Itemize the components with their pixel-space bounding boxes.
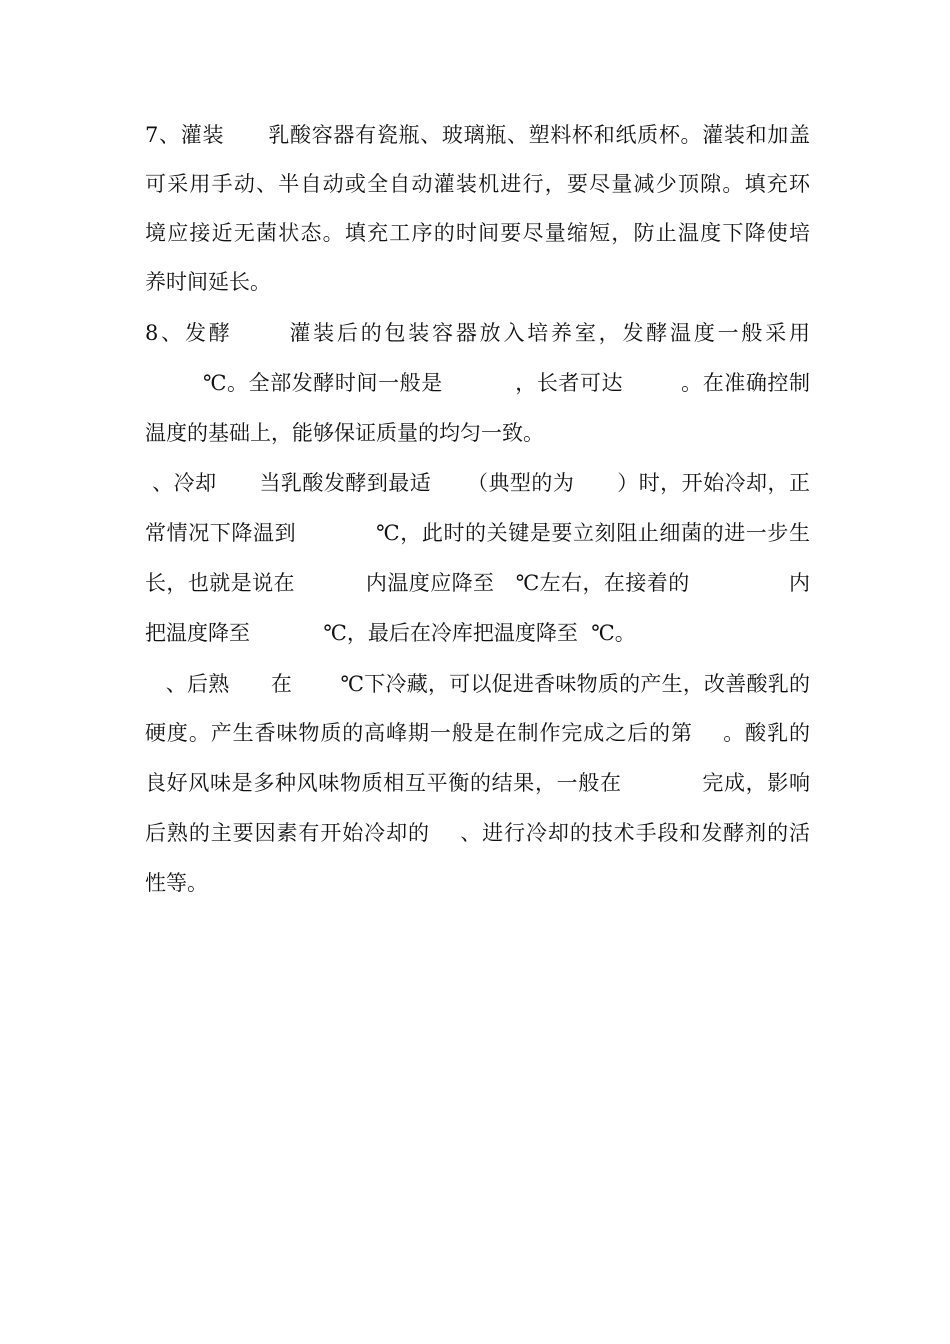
text-line-2: 可采用手动、半自动或全自动灌装机进行，要尽量减少顶隙。填充环: [145, 172, 810, 196]
text-line-4: 养时间延长。: [145, 270, 271, 294]
text-line-10: 长，也就是说在 内温度应降至 ℃左右，在接着的 内: [145, 571, 810, 595]
text-line-1: 7、灌装 乳酸容器有瓷瓶、玻璃瓶、塑料杯和纸质杯。灌装和加盖: [145, 123, 810, 147]
text-line-7: 温度的基础上，能够保证质量的均匀一致。: [145, 421, 544, 445]
text-line-12: 、后熟 在 ℃下冷藏，可以促进香味物质的产生，改善酸乳的: [145, 672, 810, 696]
text-line-9: 常情况下降温到 ℃，此时的关键是要立刻阻止细菌的进一步生: [145, 521, 810, 545]
text-line-16: 性等。: [145, 871, 208, 895]
text-line-3: 境应接近无菌状态。填充工序的时间要尽量缩短，防止温度下降使培: [145, 221, 810, 245]
text-line-5: 8、发酵 灌装后的包装容器放入培养室，发酵温度一般采用: [145, 321, 810, 345]
text-line-11: 把温度降至 ℃，最后在冷库把温度降至 ℃。: [145, 621, 636, 645]
text-line-8: 、冷却 当乳酸发酵到最适 （典型的为 ）时，开始冷却，正: [145, 471, 810, 495]
text-line-6: ℃。全部发酵时间一般是 ，长者可达 。在准确控制: [145, 371, 810, 395]
text-line-13: 硬度。产生香味物质的高峰期一般是在制作完成之后的第 。酸乳的: [145, 721, 810, 745]
text-line-15: 后熟的主要因素有开始冷却的 、进行冷却的技术手段和发酵剂的活: [145, 821, 810, 845]
text-line-14: 良好风味是多种风味物质相互平衡的结果，一般在 完成，影响: [145, 771, 810, 795]
